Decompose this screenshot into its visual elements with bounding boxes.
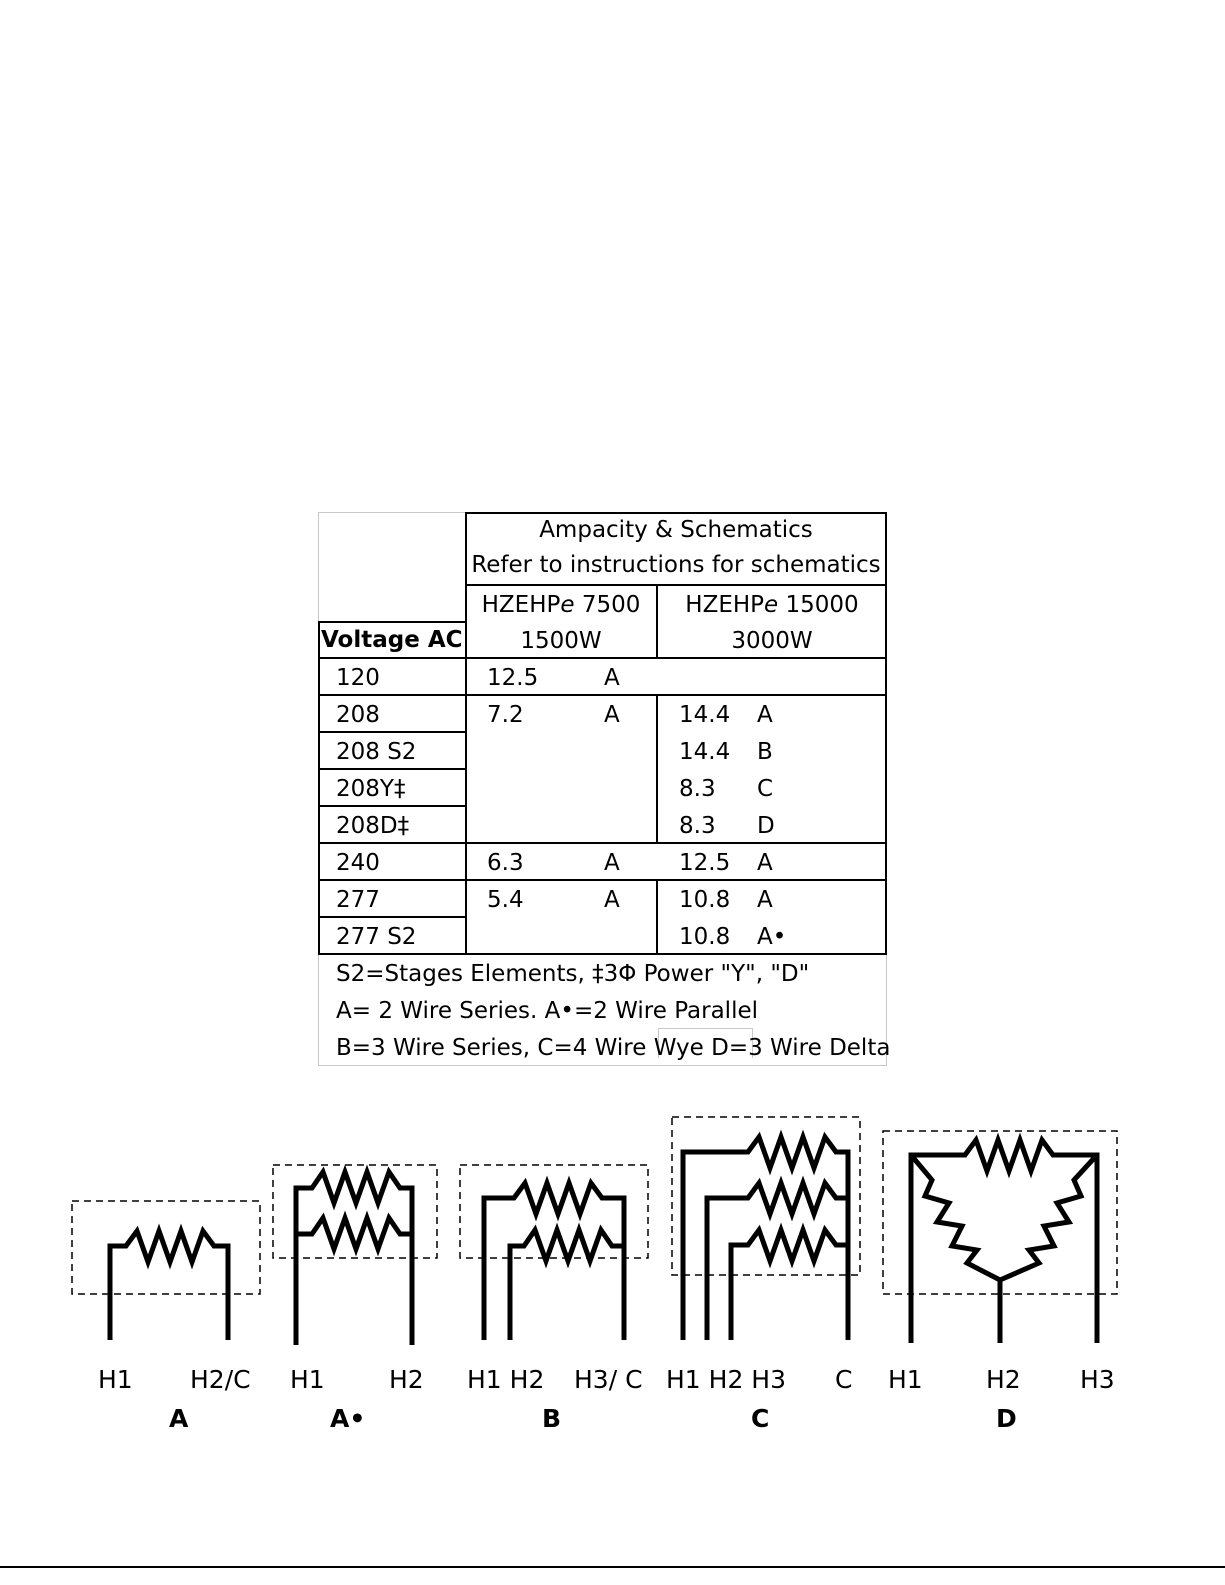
model1-schematic-cell: A [604, 887, 620, 913]
model2-name: HZEHPe 15000 [685, 592, 859, 618]
border-line [318, 805, 466, 807]
grid-line [318, 512, 466, 513]
model2-amps-cell: 14.4 [679, 739, 731, 765]
border-line [318, 657, 887, 659]
terminal-label: H1 [888, 1365, 923, 1394]
model1-amps-cell: 7.2 [487, 702, 524, 728]
grid-line [318, 1065, 887, 1066]
model2-watts: 3000W [731, 628, 813, 654]
page-bottom-rule [0, 1566, 1225, 1568]
voltage-cell: 208Y‡ [336, 776, 406, 802]
border-line [318, 916, 466, 918]
schematic-letter: C [751, 1404, 770, 1433]
model2-schematic-cell: D [757, 813, 775, 839]
border-line [465, 512, 887, 514]
terminal-label: H3 [1080, 1365, 1115, 1394]
border-line [656, 879, 658, 955]
table-subtitle: Refer to instructions for schematics [471, 552, 881, 578]
voltage-cell: 120 [336, 665, 380, 691]
terminal-label: H1 H2 [467, 1365, 545, 1394]
border-line [465, 584, 887, 586]
note-line: A= 2 Wire Series. A•=2 Wire Parallel [336, 998, 759, 1024]
border-line [318, 842, 887, 844]
terminal-label: H1 [98, 1365, 133, 1394]
schematic-a-diagram [72, 1201, 260, 1340]
terminal-label: H2/C [190, 1365, 251, 1394]
voltage-cell: 208D‡ [336, 813, 410, 839]
border-line [318, 768, 466, 770]
schematic-b-diagram [460, 1165, 648, 1340]
model2-amps-cell: 8.3 [679, 813, 716, 839]
model2-amps-cell: 10.8 [679, 924, 731, 950]
resistor-element [110, 1231, 228, 1340]
model1-amps-cell: 6.3 [487, 850, 524, 876]
table-title: Ampacity & Schematics [539, 517, 813, 543]
note-line: S2=Stages Elements, ‡3Φ Power "Y", "D" [336, 961, 810, 987]
resistor-element [911, 1140, 1097, 1343]
border-line [465, 512, 467, 955]
resistor-element [510, 1230, 624, 1340]
model1-name: HZEHPe 7500 [481, 592, 641, 618]
model1-schematic-cell: A [604, 702, 620, 728]
model2-amps-cell: 12.5 [679, 850, 731, 876]
resistor-element [1000, 1155, 1097, 1280]
terminal-label: H2 [986, 1365, 1021, 1394]
voltage-cell: 208 [336, 702, 380, 728]
schematic-c-diagram [672, 1117, 860, 1340]
resistor-element [484, 1183, 624, 1340]
schematic-d-diagram [883, 1131, 1117, 1343]
model1-schematic-cell: A [604, 665, 620, 691]
border-line [318, 953, 887, 955]
note-line: B=3 Wire Series, C=4 Wire Wye D=3 Wire Delta [336, 1035, 891, 1061]
voltage-cell: 277 [336, 887, 380, 913]
model2-amps-cell: 10.8 [679, 887, 731, 913]
ampacity-table [318, 512, 891, 1066]
terminal-label: H3/ C [574, 1365, 643, 1394]
model2-schematic-cell: B [757, 739, 773, 765]
border-line [885, 512, 887, 955]
schematic-a-dot-diagram [273, 1165, 437, 1345]
border-line [318, 694, 887, 696]
terminal-label: H1 [290, 1365, 325, 1394]
schematic-letter: A• [330, 1404, 366, 1433]
resistor-element [296, 1218, 412, 1249]
schematic-letter: D [996, 1404, 1017, 1433]
voltage-cell: 277 S2 [336, 924, 417, 950]
border-line [318, 879, 887, 881]
resistor-element [707, 1183, 848, 1340]
border-line [318, 621, 320, 955]
terminal-label: H2 [389, 1365, 424, 1394]
border-line [318, 731, 466, 733]
border-line [656, 694, 658, 843]
terminal-label: H1 H2 H3 [666, 1365, 787, 1394]
model2-schematic-cell: A [757, 887, 773, 913]
terminal-label: C [835, 1365, 853, 1394]
border-line [318, 621, 466, 623]
model2-amps-cell: 14.4 [679, 702, 731, 728]
grid-line [658, 1028, 752, 1029]
model2-schematic-cell: A [757, 702, 773, 728]
voltage-cell: 240 [336, 850, 380, 876]
model2-schematic-cell: A• [757, 924, 787, 950]
model2-amps-cell: 8.3 [679, 776, 716, 802]
voltage-cell: 208 S2 [336, 739, 417, 765]
voltage-header: Voltage AC [321, 627, 463, 653]
model1-amps-cell: 12.5 [487, 665, 539, 691]
resistor-element [731, 1230, 848, 1340]
model2-schematic-cell: C [757, 776, 774, 802]
model1-amps-cell: 5.4 [487, 887, 524, 913]
schematic-letter: A [169, 1404, 189, 1433]
model1-watts: 1500W [520, 628, 602, 654]
model2-schematic-cell: A [757, 850, 773, 876]
schematic-letter: B [542, 1404, 562, 1433]
model1-schematic-cell: A [604, 850, 620, 876]
